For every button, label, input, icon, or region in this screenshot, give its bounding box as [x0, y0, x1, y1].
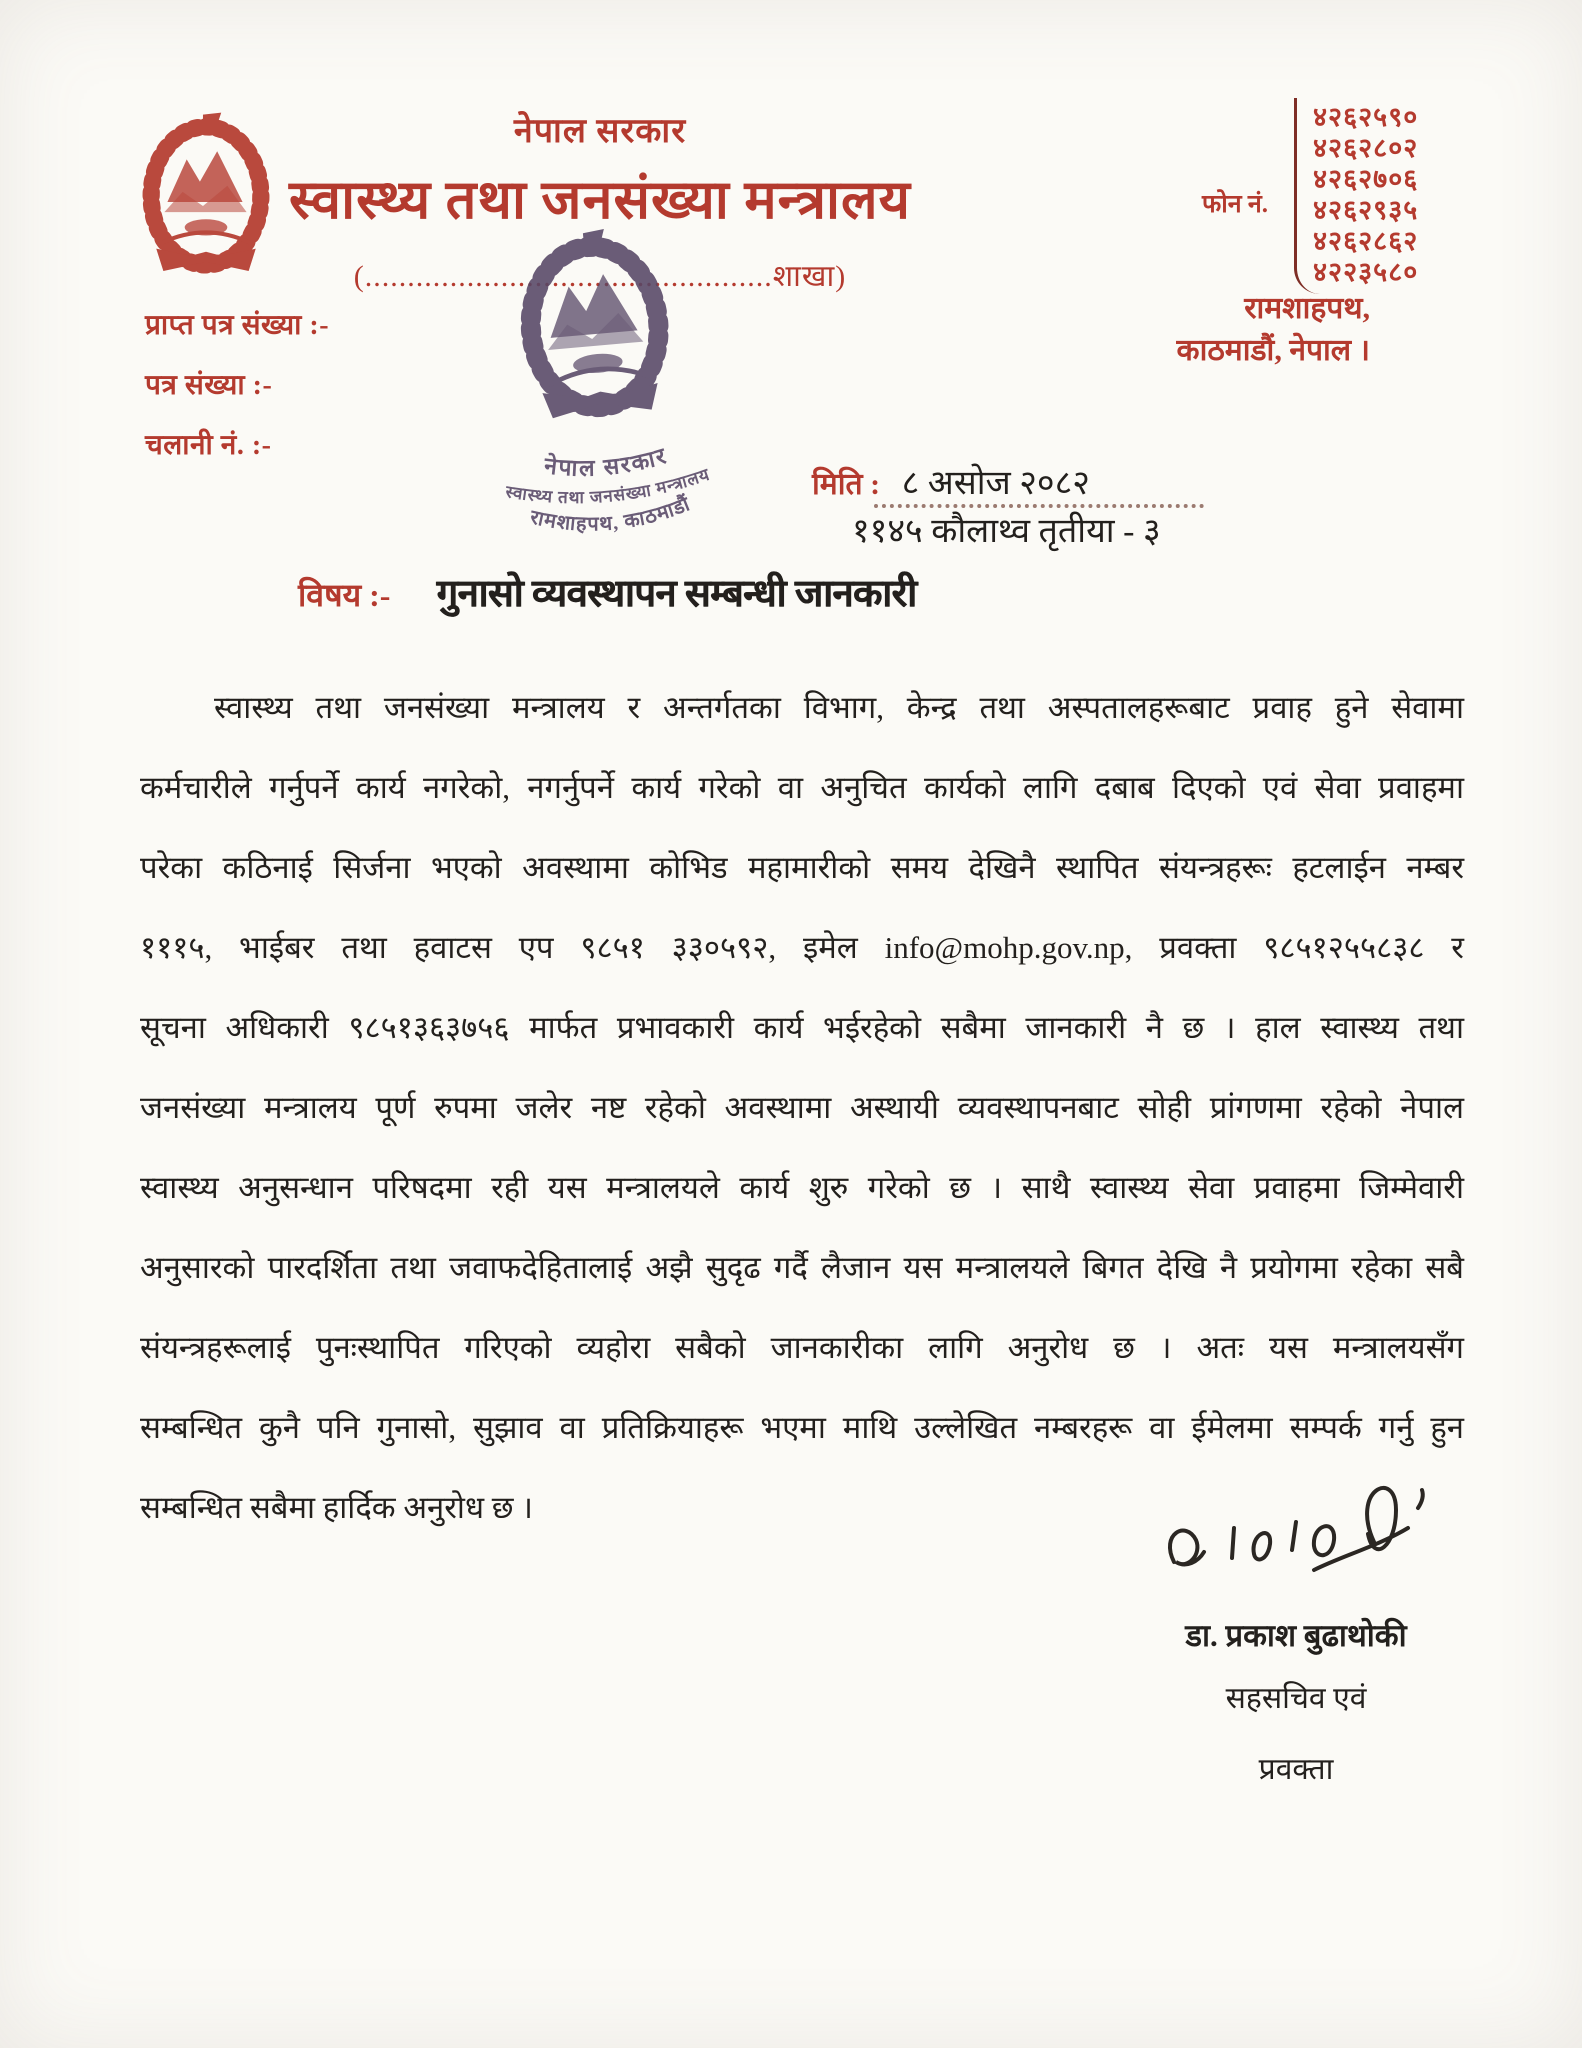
signatory-title-1: सहसचिव एवं [1225, 1682, 1367, 1715]
body-line: १११५, भाईबर तथा हवाटस एप ९८५१ ३३०५९२, इमेल info@mohp.gov.np, प्रवक्ता ९८५१२५५८३८ र [140, 930, 1464, 965]
body-line: सम्बन्धित कुनै पनि गुनासो, सुझाव वा प्रतिक्रियाहरू भएमा माथि उल्लेखित नम्बरहरू वा ईमेलमा सम्पर्क गर्नु हुन [140, 1410, 1464, 1445]
subject-text: गुनासो व्यवस्थापन सम्बन्धी जानकारी [436, 573, 917, 615]
stamp-text-address: रामशाहपथ, काठमाडौं [528, 493, 694, 536]
body-line: सम्बन्धित सबैमा हार्दिक अनुरोध छ । [140, 1490, 533, 1525]
phone-number-list [1294, 98, 1464, 294]
body-line: कर्मचारीले गर्नुपर्ने कार्य नगरेको, नगर्नुपर्ने कार्य गरेको वा अनुचित कार्यको लागि दबाब दिएको एवं सेवा प्रवाहमा [140, 770, 1464, 805]
stamp-text-government: नेपाल सरकार [542, 442, 671, 481]
phone-number: ४२६२८६२ [1313, 226, 1419, 256]
phone-number: ४२६२९३५ [1313, 195, 1419, 225]
phone-label: फोन नं. [1202, 191, 1269, 218]
date-label: मिति : [812, 468, 881, 501]
nepal-government-emblem-icon [140, 110, 272, 298]
date-secondary: ११४५ कौलाथ्व तृतीया - ३ [852, 513, 1161, 550]
letter-meta [145, 296, 329, 476]
received-letter-number-label: प्राप्त पत्र संख्या :- [145, 310, 330, 341]
stamp-text-ministry: स्वास्थ्य तथा जनसंख्या मन्त्रालय [504, 464, 713, 508]
body-paragraph [140, 668, 1464, 1548]
ministry-stamp-icon [414, 214, 786, 579]
phone-number: ४२२३५८० [1313, 257, 1419, 287]
body-line: अनुसारको पारदर्शिता तथा जवाफदेहितालाई अझै सुदृढ गर्दै लैजान यस मन्त्रालयले बिगत देखि नै प्रयोगमा रहेका सबै [140, 1250, 1464, 1285]
address-line-2: काठमाडौं, नेपाल । [1176, 334, 1370, 367]
signatory-title-2: प्रवक्ता [1258, 1753, 1334, 1786]
letter-number-label: पत्र संख्या :- [145, 370, 273, 401]
address [1080, 288, 1370, 372]
phone-number: ४२६२७०६ [1313, 164, 1419, 194]
date-value: ८ असोज २०८२ [901, 465, 1090, 502]
dispatch-number-label: चलानी नं. :- [145, 430, 272, 461]
phone-number: ४२६२८०२ [1313, 133, 1419, 163]
subject-row [298, 566, 916, 618]
government-name: नेपाल सरकार [513, 113, 687, 150]
subject-label: विषय :- [298, 577, 391, 613]
body-line: जनसंख्या मन्त्रालय पूर्ण रुपमा जलेर नष्ट रहेको अवस्थामा अस्थायी व्यवस्थापनबाट सोही प्रांगणमा रहेको नेपाल [140, 1090, 1464, 1125]
body-line: स्वास्थ्य तथा जनसंख्या मन्त्रालय र अन्तर्गतका विभाग, केन्द्र तथा अस्पतालहरूबाट प्रवाह हुने सेवामा [214, 690, 1464, 725]
ministry-name: स्वास्थ्य तथा जनसंख्या मन्त्रालय [289, 170, 911, 230]
address-line-1: रामशाहपथ, [1244, 292, 1370, 325]
body-line: सूचना अधिकारी ९८५१३६३७५६ मार्फत प्रभावकारी कार्य भईरहेको सबैमा जानकारी नै छ । हाल स्वास्थ्य तथा [140, 1010, 1464, 1045]
signature-block [1120, 1462, 1472, 1788]
body-line: परेका कठिनाई सिर्जना भएको अवस्थामा कोभिड महामारीको समय देखिनै स्थापित संयन्त्रहरूः हटलाईन नम्बर [140, 850, 1464, 885]
body-line: स्वास्थ्य अनुसन्धान परिषदमा रही यस मन्त्रालयले कार्य शुरु गरेको छ । साथै स्वास्थ्य सेवा प्रवाहमा जिम्मेवारी [140, 1170, 1464, 1205]
svg-text:नेपाल सरकार [540, 440, 672, 485]
branch-line: (................................................शाखा) [353, 260, 847, 293]
handwritten-signature-icon [1146, 1462, 1446, 1612]
signatory-name: डा. प्रकाश बुढाथोकी [1185, 1618, 1407, 1653]
date-row [812, 458, 1090, 504]
phone-number: ४२६२५९० [1313, 102, 1419, 132]
body-line: संयन्त्रहरूलाई पुनःस्थापित गरिएको व्यहोरा सबैको जानकारीका लागि अनुरोध छ । अतः यस मन्त्रालयसँग [140, 1330, 1464, 1365]
